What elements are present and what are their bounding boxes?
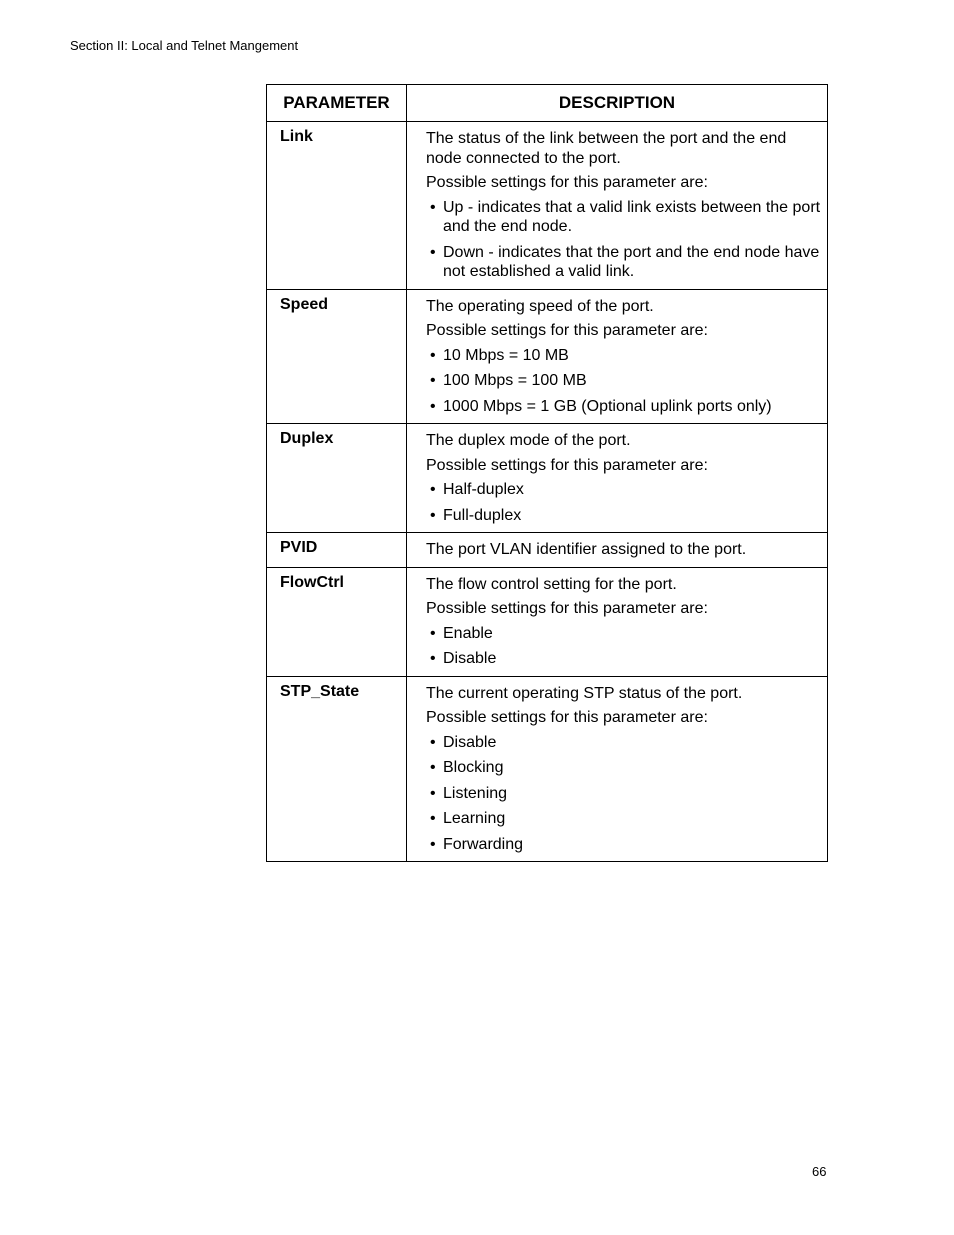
list-item-text: Up - indicates that a valid link exists between the port and the end node. — [443, 198, 821, 235]
running-header: Section II: Local and Telnet Mangement — [70, 38, 299, 53]
list-item-text: Half-duplex — [443, 481, 524, 498]
column-header-description: DESCRIPTION — [407, 85, 828, 122]
settings-list — [426, 733, 823, 855]
bullet-icon: • — [430, 835, 436, 853]
bullet-icon: • — [430, 506, 436, 524]
list-item — [426, 397, 823, 417]
description-text: The operating speed of the port. — [426, 297, 654, 315]
settings-intro: Possible settings for this parameter are: — [426, 322, 708, 339]
bullet-icon: • — [430, 372, 436, 389]
bullet-icon: • — [430, 784, 436, 802]
settings-intro: Possible settings for this parameter are: — [426, 600, 708, 617]
table-row — [267, 676, 828, 862]
list-item — [426, 243, 823, 282]
settings-list — [426, 624, 823, 669]
settings-intro: Possible settings for this parameter are: — [426, 456, 708, 474]
list-item — [426, 758, 823, 778]
page-number: 66 — [812, 1164, 827, 1179]
list-item-text: 10 Mbps = 10 MB — [443, 346, 569, 364]
parameter-name: Speed — [267, 289, 407, 424]
bullet-icon: • — [430, 346, 436, 364]
parameter-description — [407, 533, 828, 568]
list-item — [426, 371, 823, 391]
table-row — [267, 289, 828, 424]
list-item-text: Forwarding — [443, 835, 524, 853]
list-item-text: Disable — [443, 650, 497, 667]
list-item — [426, 784, 823, 804]
list-item — [426, 624, 823, 644]
description-text: The current operating STP status of the port. — [426, 684, 743, 702]
settings-list — [426, 346, 823, 417]
parameter-name: Link — [267, 122, 407, 290]
list-item-text: 100 Mbps = 100 MB — [443, 372, 587, 389]
list-item — [426, 198, 823, 237]
list-item — [426, 649, 823, 669]
table-header-row — [267, 85, 828, 122]
description-text: The duplex mode of the port. — [426, 432, 631, 449]
parameter-description — [407, 676, 828, 862]
description-text: The flow control setting for the port. — [426, 575, 677, 593]
parameter-description — [407, 289, 828, 424]
parameter-name: FlowCtrl — [267, 567, 407, 676]
bullet-icon: • — [430, 759, 436, 776]
bullet-icon: • — [430, 397, 436, 415]
settings-list — [426, 198, 823, 282]
bullet-icon: • — [430, 243, 436, 261]
parameter-name: PVID — [267, 533, 407, 568]
list-item-text: Learning — [443, 810, 506, 827]
list-item-text: 1000 Mbps = 1 GB (Optional uplink ports only) — [443, 397, 772, 415]
list-item-text: Down - indicates that the port and the end node have not established a valid link. — [443, 243, 820, 280]
list-item — [426, 809, 823, 829]
list-item — [426, 733, 823, 753]
settings-intro: Possible settings for this parameter are: — [426, 174, 708, 191]
parameter-table — [266, 84, 828, 862]
list-item-text: Listening — [443, 784, 508, 802]
table-body — [267, 122, 828, 862]
bullet-icon: • — [430, 198, 436, 216]
list-item-text: Full-duplex — [443, 506, 522, 524]
parameter-name: STP_State — [267, 676, 407, 862]
table-row — [267, 122, 828, 290]
settings-list — [426, 480, 823, 525]
list-item — [426, 480, 823, 500]
settings-intro: Possible settings for this parameter are: — [426, 709, 708, 726]
column-header-parameter: PARAMETER — [267, 85, 407, 122]
parameter-name: Duplex — [267, 424, 407, 533]
bullet-icon: • — [430, 624, 436, 642]
description-text: The port VLAN identifier assigned to the port. — [426, 541, 747, 558]
list-item — [426, 506, 823, 526]
list-item — [426, 346, 823, 366]
table-row — [267, 424, 828, 533]
table-row — [267, 567, 828, 676]
bullet-icon: • — [430, 733, 436, 751]
list-item-text: Disable — [443, 733, 497, 751]
table-row — [267, 533, 828, 568]
bullet-icon: • — [430, 650, 436, 667]
parameter-description — [407, 122, 828, 290]
list-item-text: Enable — [443, 624, 493, 642]
list-item — [426, 835, 823, 855]
parameter-description — [407, 567, 828, 676]
bullet-icon: • — [430, 810, 436, 827]
list-item-text: Blocking — [443, 759, 504, 776]
parameter-description — [407, 424, 828, 533]
bullet-icon: • — [430, 481, 436, 498]
description-text: The status of the link between the port and the end node connected to the port. — [426, 130, 787, 167]
